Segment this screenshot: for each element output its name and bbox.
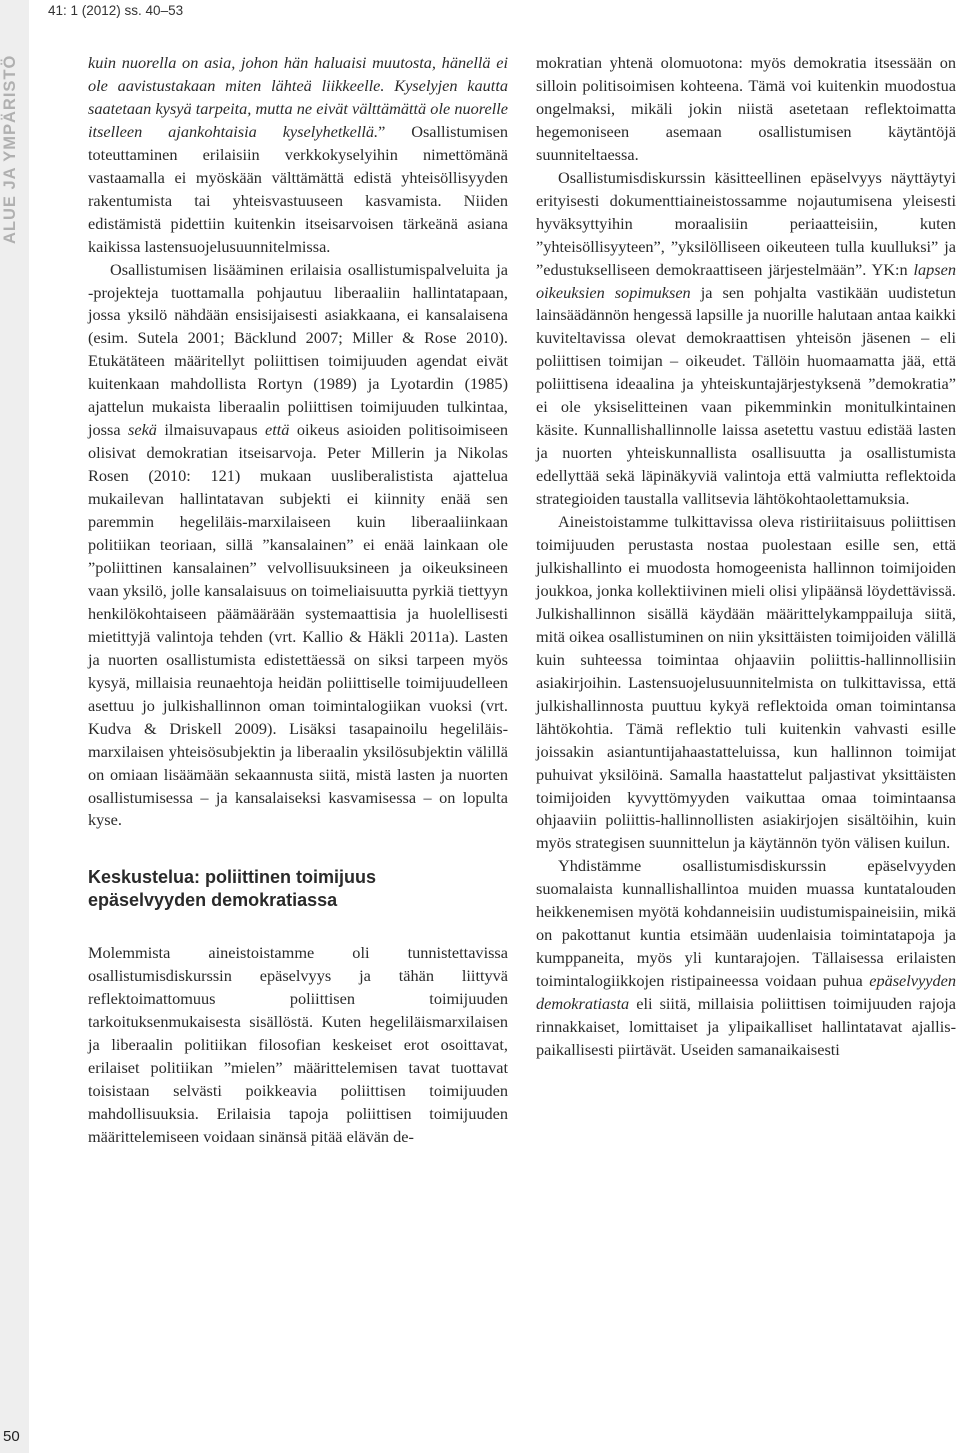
journal-reference: 41: 1 (2012) ss. 40–53 [48, 3, 184, 18]
paragraph [88, 52, 508, 259]
paragraph-text: Osallistumisdiskurssin käsitteellinen epäselvyys näyttäytyi erityisesti dokumenttiaineistossamme nojautumisena yleisesti hyväksyttyihin moraalisiin periaatteisiin, kuten ”yhteisöllisyyteen”, ”yksilölliseen oikeuteen tulla kuulluksi” ja ”edustukselliseen demokraattiseen järjestelmään”. YK:n [536, 167, 956, 279]
paragraph-text: Osallistumisen lisääminen erilaisia osallistumispalveluita ja -projekteja tuottamalla pohjautuu liberaaliin hallintatapaan, jossa yksilö nähdään ensisijaisesti asiakkaana, ei kansalaisena (esim. Sutela 2001; Bäcklund 2007; Miller & Rose 2010). Etukätäteen määritellyt poliittisen toimijuuden agendat eivät kuitenkaan mahdollista Rortyn (1989) ja Lyotardin (1985) ajattelun mukaista liberaalin poliittisen toimijuuden tulkintaa, jossa [88, 259, 508, 440]
emphasis: että [265, 420, 290, 440]
paragraph-text: ” Osallistumisen toteuttaminen erilaisiin verkkokyselyihin nimettömänä vastaamalla ei myöskään välttämättä edistä yhteisöllisyyden rakentumista tai yhteisvastuuseen kasvamista. Niiden edistämistä pidettiin kuitenkin itseisarvoisen tärkeänä asiana kaikissa lastensuojelusuunnitelmissa. [88, 121, 508, 256]
heading-line: Keskustelua: poliittinen toimijuus [88, 867, 377, 888]
paragraph [88, 259, 508, 833]
emphasis: epäselvyyden demokratiasta [536, 971, 956, 1014]
paragraph: Aineistoistamme tulkittavissa oleva ristiriitaisuus poliittisen toimijuuden perustasta nostaa puolestaan esille sen, että julkishallinto ei muodosta homogeenista hallinnon toimijoiden joukkoa, jonka kollektiivinen mieli olisi ylipäänsä löydettävissä. Julkishallinnon sisällä käydään määrittelykamppailuja siitä, mitä oikea osallistuminen on niin yksittäisten toimijoiden välillä kuin suhteessa toimintaa ohjaaviin poliittis-hallinnollisiin asiakirjoihin. Lastensuojelusuunnitelmista on tulkittavissa, että julkishallinnosta puuttuu kykyä reflektoida oman toimintansa lähtökohtia. Tämä reflektio tuli kuitenkin vahvasti esille joissakin asiantuntijahaastatteluissa, kun hallinnon toimijat puhuivat yksilöinä. Samalla haastattelut paljastivat yksittäisten toimijoiden kyvyttömyyden vaikuttaa omaa toimintaansa ohjaaviin poliittis-hallinnollisten asiakirjojen sisältöihin, kuin myös strategisen suunnittelun ja käytännön työn välisen kuilun. [536, 512, 956, 853]
paragraph: Molemmista aineistoistamme oli tunnistettavissa osallistumisdiskurssin epäselvyys ja tähän liittyvä reflektoimattomuus poliittisen toimijuuden tarkoituksenmukaisesta sisällöstä. Kuten hegeliläismarxilaisen ja liberaalin politiikan filosofian keskeiset erot osoittavat, erilaiset politiikan ”mielen” määrittelemisen tavat tuottavat toisistaan selvästi poikkeavia poliittisen toimijuuden mahdollisuuksia. Erilaisia tapoja poliittisen toimijuuden määrittelemiseen voidaan sinänsä pitää elävän de- [88, 943, 508, 1147]
paragraph-text: oikeus asioiden politisoimiseen olisivat demokratian itseisarvoja. Peter Millerin ja Nikolas Rosen (2010: 121) mukaan uusliberalistista ajattelua mukailevan hallintatavan subjekti ei kiinnity enää sen paremmin hegeliläis-marxilaiseen kuin liberaaliinkaan politiikan teoriaan, sillä ”kansalainen” ei enää lainkaan ole ”poliittinen kansalainen” velvollisuuksineen ja oikeuksineen vaan yksilö, jolle kansalaisuus on toimeliaisuutta pyrkiä tiettyyn henkilökohtaiseen päämäärään systemaattisia ja huolellisesti mietittyjä valintoja tehden (vrt. Kallio & Häkli 2011a). Lasten ja nuorten osallistumista edistettäessä on siksi tarpeen myös kysyä, millaisia reunaehtoja heidän poliittiselle toimijuudelleen asettuu jo julkishallinnon oman toimintalogiikan vuoksi (vrt. Kudva & Driskell 2009). Lisäksi tasapainoilu hegeliläis-marxilaisen yhteisösubjektin ja liberaalin yksilösubjektin välillä on omiaan lisäämään sekaannusta siitä, mistä lasten ja nuorten osallistumisessa – ja kansalaiseksi kasvamisessa – on lopulta kyse. [88, 420, 509, 830]
section-heading [88, 866, 508, 912]
section-tag: ALUE JA YMPÄRISTÖ [1, 54, 19, 244]
paragraph-text: ilmaisuvapaus [156, 420, 265, 440]
paragraph-text: ja sen pohjalta vastikään uudistetun lainsäädännön hengessä lapsille ja nuorille halutaan antaa kaikki kuviteltavissa olevat demokraattisen yhteisön jäsenen – eli poliittisen toimijan – oikeudet. Tällöin huomaamatta jää, että poliittisena ideaalina ja yhteiskuntajärjestyksenä ”demokratia” ei ole yksiselitteinen vaan pikemminkin monitulkintainen käsite. Kunnallishallinnolle laissa asetettu vastuu edistää lasten ja nuorten yhteiskunnallista osallisuutta ja osallistumista edellyttää sekä läpinäkyviä valintoja että valmiutta reflektoida strategioiden taustalla vallitsevia lähtökohtaolettamuksia. [536, 282, 956, 509]
emphasis: lapsen oikeuksien sopimuksen [536, 259, 956, 302]
paragraph [536, 855, 956, 1062]
paragraph [536, 167, 956, 511]
quote-italic: kuin nuorella on asia, johon hän haluaisi muutosta, hänellä ei ole aavistustakaan miten lähteä liikkeelle. Kyselyjen kautta saatetaan kysyä tarpeita, mutta ne eivät välttämättä ole nuorelle itselleen ajankohtaisia kyselyhetkellä. [88, 53, 508, 141]
heading-line: epäselvyyden demokratiassa [88, 890, 338, 911]
left-column [88, 52, 508, 1149]
paragraph-text: eli siitä, millaisia poliittisen toimijuuden rajoja rinnakkaiset, lomittaiset ja ylipaikalliset hallintatavat ajallis-paikallisesti piirtävät. Useiden samanaikaisesti [536, 994, 956, 1059]
paragraph: mokratian yhtenä olomuotona: myös demokratia itsessään on silloin politisoimisen kohteena. Tämä voi kuitenkin muodostua ongelmaksi, mikäli jokin niistä asetetaan reflektoimatta hegemoniseen asemaan osallistumisen käytäntöjä suunniteltaessa. [536, 53, 956, 164]
right-column [536, 52, 956, 1062]
paragraph-text: Yhdistämme osallistumisdiskurssin epäselvyyden suomalaista kunnallishallintoa muiden muassa kuntatalouden heikkenemisen myötä kohdanneisiin uudistumispaineisiin, mikä on pakottanut kuntia etsimään uudenlaisia toimintatapoja ja kumppaneita, myös yli kuntarajojen. Tällaisessa erilaisten toimintalogiikkojen ristipaineessa voidaan puhua [536, 856, 956, 991]
emphasis: sekä [128, 420, 157, 440]
page-number: 50 [3, 1428, 20, 1445]
